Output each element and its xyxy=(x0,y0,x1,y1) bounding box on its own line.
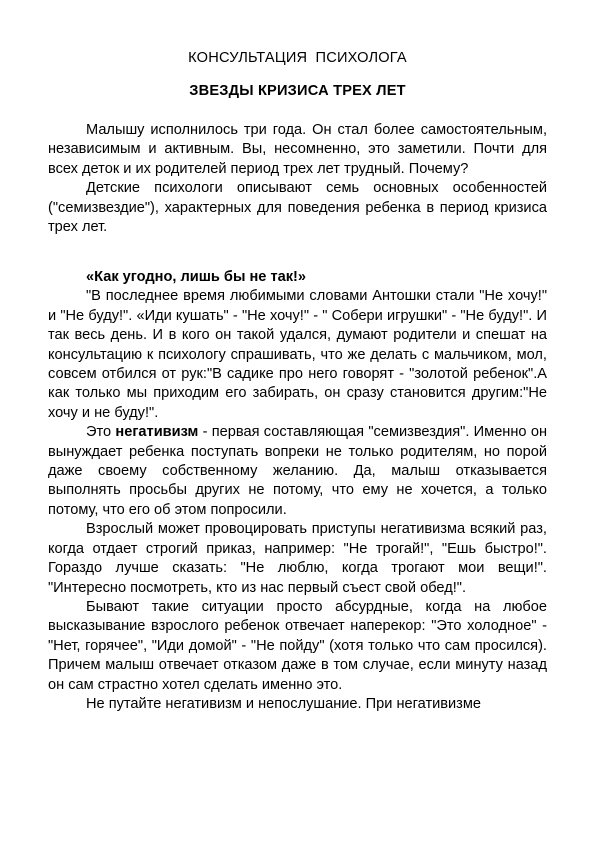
intro-paragraph-2: Детские психологи описывают семь основных особенностей ("семизвездие"), характерных для поведения ребенка в период кризиса трех лет. xyxy=(48,180,547,236)
intro-paragraph-1: Малышу исполнилось три года. Он стал более самостоятельным, независимым и активным. Вы, несомненно, это заметили. Почти для всех деток и их родителей период трех лет трудный. Почему? xyxy=(48,122,547,177)
section-paragraph-4: Бывают такие ситуации просто абсурдные, когда на любое высказывание взрослого ребенок отвечает наперекор: "Это холодное" - "Нет, горячее", "Иди домой" - "Не пойду" (хотя только что сам просился). Причем малыш отвечает отказом даже в том случае, если минуту назад он сам страстно хотел сделать именно это. xyxy=(48,598,547,693)
section-negativism xyxy=(48,268,547,714)
section-heading: «Как угодно, лишь бы не так!» xyxy=(86,269,306,285)
section-paragraph-1: "В последнее время любимыми словами Антошки стали "Не хочу!" и "Не буду!". «Иди кушать" - "Не хочу!" - " Собери игрушки" - "Не буду!". И так весь день. И в кого он такой удался, думают родители и спешат на консультацию к психологу спрашивать, что же делать с мальчиком, мол, совсем отбился от рук:"В садике про него говорят - "золотой ребенок".А как только мы приходим его забирать, он сразу становится другим:"Не хочу и не буду!". xyxy=(48,288,547,421)
document-subtitle: ЗВЕЗДЫ КРИЗИСА ТРЕХ ЛЕТ xyxy=(189,83,406,99)
paragraph-2-start: Это xyxy=(86,424,116,441)
term-negativism: негативизм xyxy=(115,424,199,441)
section-paragraph-2 xyxy=(48,423,547,520)
section-paragraph-5: Не путайте негативизм и непослушание. При негативизме xyxy=(86,695,482,712)
intro-block xyxy=(48,121,547,237)
paragraph-2-rest: - первая составляющая "семизвездия". Именно он вынуждает ребенка поступать вопреки не только родителям, но порой даже своему собственному желанию. Да, малыш отказывается выполнять просьбы других не потому, что ему не хочется, а только потому, что его об этом попросили. xyxy=(48,424,548,518)
document-title: КОНСУЛЬТАЦИЯ ПСИХОЛОГА xyxy=(188,50,407,66)
section-paragraph-3: Взрослый может провоцировать приступы негативизма всякий раз, когда отдает строгий приказ, например: "Не трогай!", "Ешь быстро!". Гораздо лучше сказать: "Не люблю, когда трогают мои вещи!". "Интересно посмотреть, кто из нас первый съест свой обед!". xyxy=(48,521,547,596)
